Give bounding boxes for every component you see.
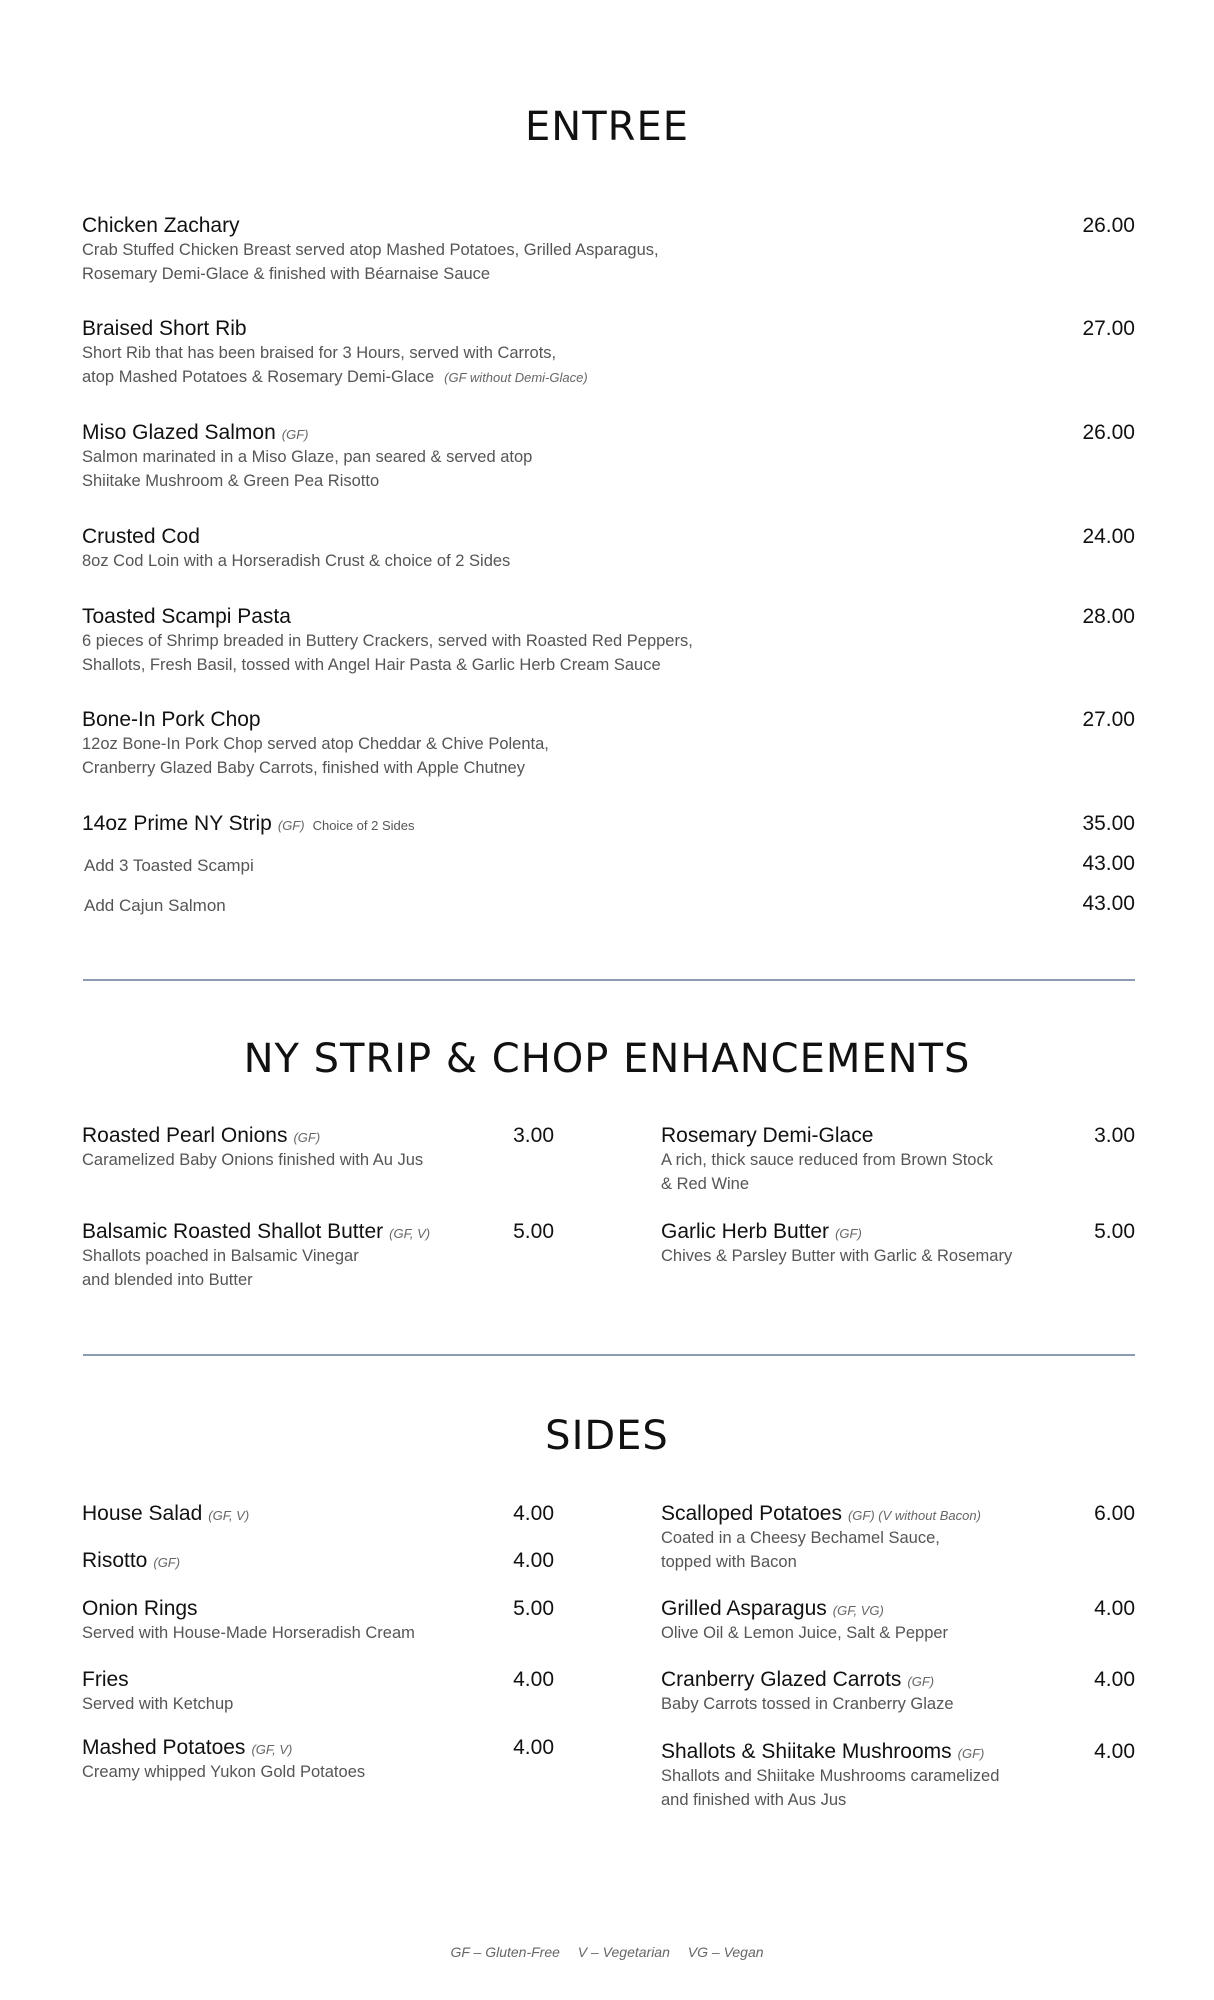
item-price: 35.00 [1082, 812, 1135, 835]
item-name: Braised Short Rib [82, 317, 247, 340]
item-price: 28.00 [1082, 605, 1135, 628]
item-name: Rosemary Demi-Glace [661, 1124, 874, 1147]
item-price: 4.00 [1094, 1597, 1135, 1620]
item-name: Grilled Asparagus [661, 1597, 827, 1620]
item-price: 26.00 [1082, 214, 1135, 237]
item-price: 4.00 [513, 1736, 554, 1759]
item-description: Cranberry Glazed Baby Carrots, finished with Apple Chutney [82, 759, 525, 777]
item-name: House Salad [82, 1502, 203, 1525]
item-name: Shallots & Shiitake Mushrooms [661, 1740, 952, 1763]
item-name: Scalloped Potatoes [661, 1502, 842, 1525]
item-name: Balsamic Roasted Shallot Butter [82, 1220, 384, 1243]
item-price: 5.00 [1094, 1220, 1135, 1243]
dietary-tag: (GF) [281, 427, 309, 442]
dietary-tag: (GF) [835, 1226, 862, 1241]
item-description: Olive Oil & Lemon Juice, Salt & Pepper [661, 1624, 949, 1642]
item-price: 4.00 [513, 1549, 554, 1572]
legend-vg: VG – Vegan [687, 1944, 764, 1960]
dietary-tag: (GF) [153, 1555, 181, 1570]
item-description: 12oz Bone-In Pork Chop served atop Cheddar & Chive Polenta, [82, 735, 549, 753]
item-price: 6.00 [1094, 1502, 1135, 1525]
sides-heading: SIDES [545, 1413, 669, 1459]
item-description: Rosemary Demi-Glace & finished with Béarnaise Sauce [82, 265, 491, 283]
dietary-tag: (GF without Demi-Glace) [444, 370, 588, 385]
dietary-tag: (GF, V) [208, 1508, 250, 1523]
item-description: Caramelized Baby Onions finished with Au Jus [82, 1151, 424, 1169]
item-name: Risotto [82, 1549, 148, 1572]
menu-item-miso-glazed-salmon [82, 421, 532, 493]
addon-price: 43.00 [1082, 852, 1135, 875]
item-name: Roasted Pearl Onions [82, 1124, 288, 1147]
side-house-salad [82, 1502, 249, 1526]
item-price: 4.00 [1094, 1668, 1135, 1691]
item-description: Shallots poached in Balsamic Vinegar [82, 1247, 359, 1265]
item-name: Bone-In Pork Chop [82, 708, 261, 731]
item-name: Chicken Zachary [82, 214, 240, 237]
dietary-tag: (GF) [957, 1746, 985, 1761]
item-description: & Red Wine [661, 1175, 750, 1193]
side-shallots-shiitake [661, 1740, 999, 1812]
item-name: Miso Glazed Salmon [82, 421, 276, 444]
item-name: Fries [82, 1668, 129, 1691]
dietary-tag: (GF, VG) [832, 1603, 884, 1618]
legend-gf: GF – Gluten-Free [450, 1944, 560, 1960]
side-onion-rings [82, 1597, 415, 1645]
side-mashed-potatoes [82, 1736, 365, 1784]
item-description: Shiitake Mushroom & Green Pea Risotto [82, 472, 380, 490]
item-price: 27.00 [1082, 317, 1135, 340]
item-name: Toasted Scampi Pasta [82, 605, 291, 628]
item-description: atop Mashed Potatoes & Rosemary Demi-Glace [82, 368, 435, 386]
item-description: Chives & Parsley Butter with Garlic & Rosemary [661, 1247, 1013, 1265]
item-description: Coated in a Cheesy Bechamel Sauce, [661, 1529, 940, 1547]
item-description: 8oz Cod Loin with a Horseradish Crust & choice of 2 Sides [82, 552, 511, 570]
dietary-tag: (GF) [907, 1674, 935, 1689]
item-description: Short Rib that has been braised for 3 Hours, served with Carrots, [82, 344, 557, 362]
item-price: 4.00 [513, 1668, 554, 1691]
item-price: 5.00 [513, 1220, 554, 1243]
item-note: Choice of 2 Sides [312, 818, 415, 833]
dietary-tag: (GF, V) [389, 1226, 431, 1241]
addon-price: 43.00 [1082, 892, 1135, 915]
side-fries [82, 1668, 233, 1716]
side-grilled-asparagus [661, 1597, 948, 1645]
enhancement-balsamic-shallot-butter [82, 1220, 430, 1292]
dietary-tag: (GF) [293, 1130, 321, 1145]
item-description: Served with House-Made Horseradish Cream [82, 1624, 415, 1642]
item-description: and blended into Butter [82, 1271, 253, 1289]
item-name: Cranberry Glazed Carrots [661, 1668, 902, 1691]
item-description: topped with Bacon [661, 1553, 797, 1571]
dietary-tag: (GF) [277, 818, 305, 833]
menu-item-ny-strip [82, 812, 414, 836]
enhancements-heading: NY STRIP & CHOP ENHANCEMENTS [243, 1036, 971, 1082]
item-price: 27.00 [1082, 708, 1135, 731]
item-name: 14oz Prime NY Strip [82, 812, 272, 835]
item-name: Crusted Cod [82, 525, 200, 548]
section-divider [83, 979, 1135, 981]
item-price: 4.00 [1094, 1740, 1135, 1763]
dietary-legend [0, 1944, 1214, 1960]
item-name: Onion Rings [82, 1597, 198, 1620]
legend-v: V – Vegetarian [577, 1944, 670, 1960]
item-price: 26.00 [1082, 421, 1135, 444]
dietary-tag: (GF) (V without Bacon) [847, 1508, 981, 1523]
section-divider [83, 1354, 1135, 1356]
side-cranberry-glazed-carrots [661, 1668, 954, 1716]
item-description: Creamy whipped Yukon Gold Potatoes [82, 1763, 366, 1781]
menu-item-bone-in-pork-chop [82, 708, 549, 780]
item-description: Served with Ketchup [82, 1695, 234, 1713]
item-description: Shallots and Shiitake Mushrooms caramelized [661, 1767, 1000, 1785]
item-price: 3.00 [513, 1124, 554, 1147]
entree-heading: ENTREE [525, 104, 689, 150]
menu-item-braised-short-rib [82, 317, 588, 390]
item-description: Salmon marinated in a Miso Glaze, pan seared & served atop [82, 448, 533, 466]
addon-toasted-scampi: Add 3 Toasted Scampi [84, 856, 254, 875]
enhancement-garlic-herb-butter [661, 1220, 1012, 1268]
item-description: A rich, thick sauce reduced from Brown Stock [661, 1151, 993, 1169]
item-name: Garlic Herb Butter [661, 1220, 830, 1243]
item-description: Crab Stuffed Chicken Breast served atop Mashed Potatoes, Grilled Asparagus, [82, 241, 659, 259]
enhancement-rosemary-demi-glace [661, 1124, 993, 1196]
item-price: 3.00 [1094, 1124, 1135, 1147]
enhancement-roasted-pearl-onions [82, 1124, 423, 1172]
item-price: 24.00 [1082, 525, 1135, 548]
item-name: Mashed Potatoes [82, 1736, 246, 1759]
item-description: Baby Carrots tossed in Cranberry Glaze [661, 1695, 954, 1713]
item-description: Shallots, Fresh Basil, tossed with Angel Hair Pasta & Garlic Herb Cream Sauce [82, 656, 661, 674]
item-description: 6 pieces of Shrimp breaded in Buttery Crackers, served with Roasted Red Peppers, [82, 632, 693, 650]
menu-item-toasted-scampi-pasta [82, 605, 693, 677]
side-scalloped-potatoes [661, 1502, 981, 1574]
addon-cajun-salmon: Add Cajun Salmon [84, 896, 226, 915]
side-risotto [82, 1549, 180, 1573]
item-price: 4.00 [513, 1502, 554, 1525]
item-price: 5.00 [513, 1597, 554, 1620]
item-description: and finished with Aus Jus [661, 1791, 847, 1809]
menu-item-crusted-cod [82, 525, 510, 573]
dietary-tag: (GF, V) [251, 1742, 293, 1757]
menu-item-chicken-zachary [82, 214, 659, 286]
